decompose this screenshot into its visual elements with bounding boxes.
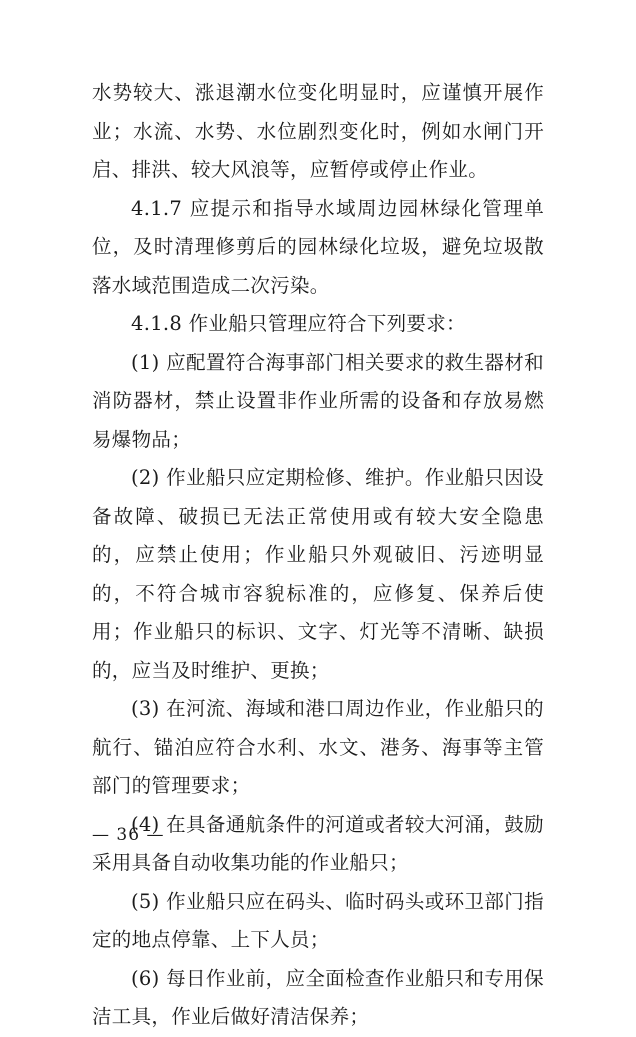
list-item-4: (4) 在具备通航条件的河道或者较大河涌，鼓励采用具备自动收集功能的作业船只； <box>92 812 544 874</box>
list-item-2: (2) 作业船只应定期检修、维护。作业船只因设备故障、破损已无法正常使用或有较大安全隐患的，应禁止使用；作业船只外观破旧、污迹明显的，不符合城市容貌标准的，应修复、保养后使用；作业船只的标识、文字、灯光等不清晰、缺损的，应当及时维护、更换； <box>92 466 544 682</box>
paragraph-4-1-7: 4.1.7 应提示和指导水域周边园林绿化管理单位，及时清理修剪后的园林绿化垃圾，避免垃圾散落水域范围造成二次污染。 <box>92 196 544 297</box>
list-item-5: (5) 作业船只应在码头、临时码头或环卫部门指定的地点停靠、上下人员； <box>92 889 544 951</box>
paragraph-4-1-8: 4.1.8 作业船只管理应符合下列要求： <box>131 312 466 335</box>
list-item-3: (3) 在河流、海域和港口周边作业，作业船只的航行、锚泊应符合水利、水文、港务、海事等主管部门的管理要求； <box>92 697 544 797</box>
list-item-1: (1) 应配置符合海事部门相关要求的救生器材和消防器材，禁止设置非作业所需的设备和存放易燃易爆物品； <box>92 350 544 451</box>
body-text <box>92 74 544 1037</box>
paragraph-continuation: 水势较大、涨退潮水位变化明显时，应谨慎开展作业；水流、水势、水位剧烈变化时，例如水闸门开启、排洪、较大风浪等，应暂停或停止作业。 <box>92 81 544 181</box>
list-item-6: (6) 每日作业前，应全面检查作业船只和专用保洁工具，作业后做好清洁保养； <box>92 966 544 1028</box>
page-number: — 36 — <box>92 825 165 845</box>
